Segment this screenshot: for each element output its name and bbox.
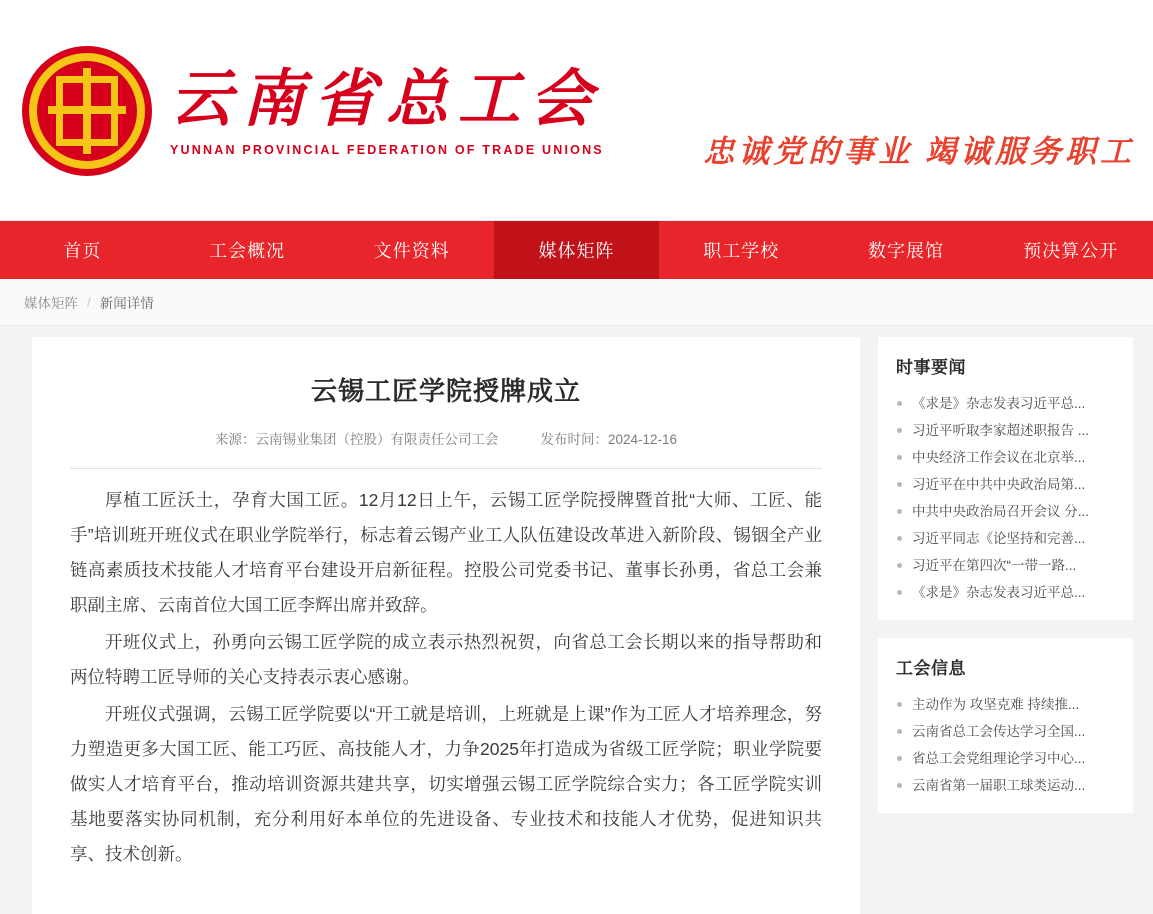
list-item-label: 中共中央政治局召开会议 分... — [912, 504, 1090, 519]
breadcrumb-separator: / — [87, 294, 91, 310]
nav-item-documents[interactable]: 文件资料 — [373, 241, 450, 261]
logo-text — [170, 65, 604, 156]
breadcrumb-current: 新闻详情 — [99, 296, 154, 311]
article-paragraph: 开班仪式强调，云锡工匠学院要以“开工就是培训，上班就是上课”作为工匠人才培养理念，努力塑造更多大国工匠、能工巧匠、高技能人才，力争2025年打造成为省级工匠学院；职业学院要做实人才培育平台，推动培训资源共建共享，切实增强云锡工匠学院综合实力；各工匠学院实训基地要落实协同机制，充分利用好本单位的先进设备、专业技术和技能人才优势，促进知识共享、技术创新。 — [70, 704, 822, 864]
list-item-label: 《求是》杂志发表习近平总... — [912, 396, 1086, 411]
list-item-label: 主动作为 攻坚克难 持续推... — [912, 697, 1080, 712]
sidebar-card-union-info — [878, 638, 1133, 813]
sidebar-news-title: 时事要闻 — [896, 358, 966, 377]
bullet-icon — [897, 401, 902, 406]
site-header — [0, 0, 1153, 221]
list-item[interactable] — [896, 444, 1119, 471]
sidebar-card-news — [878, 337, 1133, 620]
header-slogan: 忠诚党的事业 竭诚服务职工 — [703, 134, 1135, 169]
sidebar-union-list — [896, 691, 1119, 799]
article-body — [70, 483, 822, 872]
article-paragraph: 开班仪式上，孙勇向云锡工匠学院的成立表示热烈祝贺，向省总工会长期以来的指导帮助和两位特聘工匠导师的关心支持表示衷心感谢。 — [70, 632, 822, 687]
bullet-icon — [897, 509, 902, 514]
article-publish-time: 发布时间：2024-12-16 — [540, 432, 678, 447]
nav-item-media-matrix[interactable]: 媒体矩阵 — [494, 221, 659, 279]
list-item[interactable] — [896, 471, 1119, 498]
site-logo[interactable] — [22, 46, 604, 176]
list-item[interactable] — [896, 691, 1119, 718]
list-item[interactable] — [896, 579, 1119, 606]
list-item-label: 习近平听取李家超述职报告 ... — [912, 423, 1090, 438]
list-item-label: 云南省第一届职工球类运动... — [912, 778, 1086, 793]
article-source: 来源：云南锡业集团（控股）有限责任公司工会 — [214, 432, 499, 447]
list-item-label: 习近平同志《论坚持和完善... — [912, 531, 1086, 546]
page-body — [0, 326, 1153, 914]
nav-item-home[interactable]: 首页 — [63, 241, 102, 261]
main-nav — [0, 221, 1153, 279]
list-item-label: 习近平在中共中央政治局第... — [912, 477, 1086, 492]
bullet-icon — [897, 590, 902, 595]
article-card — [32, 337, 860, 914]
list-item-label: 中央经济工作会议在北京举... — [912, 450, 1086, 465]
nav-item-digital-hall[interactable]: 数字展馆 — [867, 241, 944, 261]
breadcrumb — [0, 279, 1153, 326]
page-title: 云锡工匠学院授牌成立 — [310, 376, 581, 406]
logo-title-cn: 云南省总工会 — [170, 66, 603, 135]
list-item[interactable] — [896, 552, 1119, 579]
bullet-icon — [897, 455, 902, 460]
list-item[interactable] — [896, 525, 1119, 552]
nav-item-union-overview[interactable]: 工会概况 — [209, 241, 286, 261]
nav-item-worker-school[interactable]: 职工学校 — [703, 241, 780, 261]
nav-item-budget-disclosure[interactable]: 预决算公开 — [1023, 241, 1119, 261]
breadcrumb-parent[interactable]: 媒体矩阵 — [24, 296, 78, 311]
list-item[interactable] — [896, 390, 1119, 417]
sidebar — [878, 337, 1133, 813]
list-item[interactable] — [896, 498, 1119, 525]
bullet-icon — [897, 783, 902, 788]
bullet-icon — [897, 756, 902, 761]
list-item[interactable] — [896, 745, 1119, 772]
list-item[interactable] — [896, 718, 1119, 745]
article-paragraph: 厚植工匠沃土，孕育大国工匠。12月12日上午，云锡工匠学院授牌暨首批“大师、工匠、能手”培训班开班仪式在职业学院举行，标志着云锡产业工人队伍建设改革进入新阶段、锡铟全产业链高素质技术技能人才培育平台建设开启新征程。控股公司党委书记、董事长孙勇，省总工会兼职副主席、云南首位大国工匠李辉出席并致辞。 — [70, 490, 822, 615]
union-emblem-icon — [22, 46, 152, 176]
meta-divider — [70, 468, 822, 469]
sidebar-news-list — [896, 390, 1119, 606]
list-item-label: 习近平在第四次“一带一路... — [912, 558, 1077, 573]
bullet-icon — [897, 536, 902, 541]
bullet-icon — [897, 563, 902, 568]
list-item[interactable] — [896, 417, 1119, 444]
list-item-label: 《求是》杂志发表习近平总... — [912, 585, 1086, 600]
bullet-icon — [897, 729, 902, 734]
list-item-label: 省总工会党组理论学习中心... — [912, 751, 1086, 766]
list-item[interactable] — [896, 772, 1119, 799]
bullet-icon — [897, 428, 902, 433]
article-meta — [70, 428, 822, 448]
logo-title-en: YUNNAN PROVINCIAL FEDERATION OF TRADE UNIONS — [170, 142, 604, 157]
sidebar-union-title: 工会信息 — [896, 659, 966, 678]
bullet-icon — [897, 482, 902, 487]
bullet-icon — [897, 702, 902, 707]
list-item-label: 云南省总工会传达学习全国... — [912, 724, 1086, 739]
